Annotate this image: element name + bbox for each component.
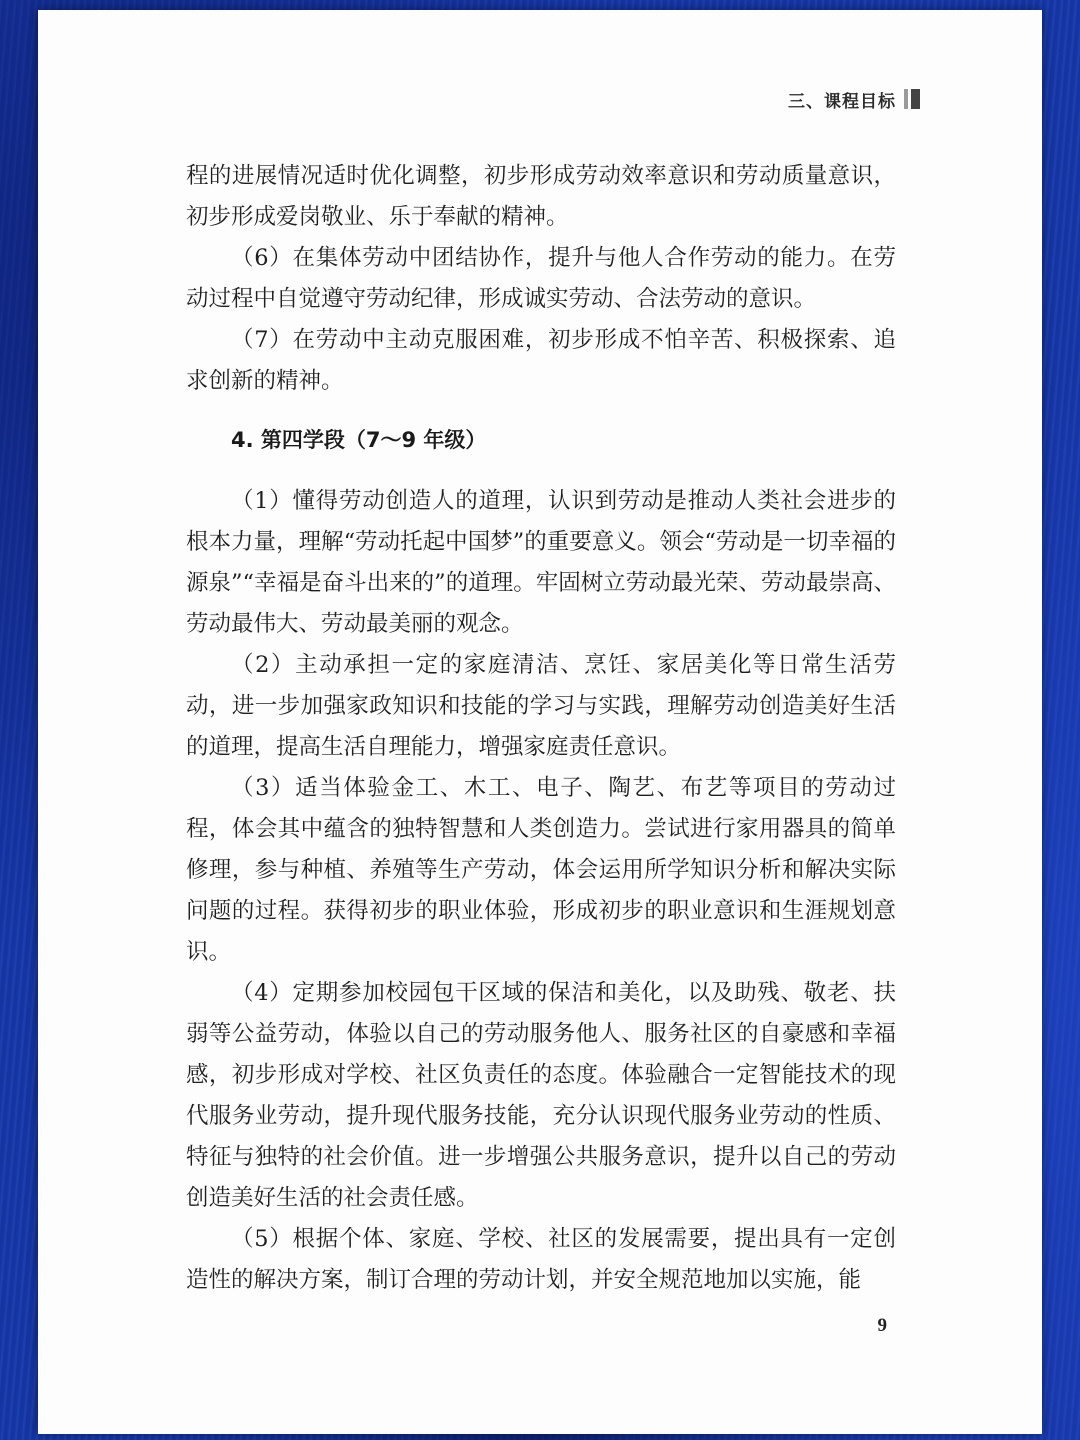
running-header: [788, 86, 920, 112]
section-item-3: （3）适当体验金工、木工、电子、陶艺、布艺等项目的劳动过程，体会其中蕴含的独特智慧和人类创造力。尝试进行家用器具的简单修理，参与种植、养殖等生产劳动，体会运用所学知识分析和解决实际问题的过程。获得初步的职业体验，形成初步的职业意识和生涯规划意识。: [186, 775, 896, 965]
header-bar-thick: [911, 89, 920, 109]
paragraph-continued: 程的进展情况适时优化调整，初步形成劳动效率意识和劳动质量意识，初步形成爱岗敬业、乐于奉献的精神。: [186, 163, 896, 230]
header-bar-thin: [904, 89, 908, 109]
header-bar-ornament: [904, 89, 920, 109]
section-heading: 4. 第四学段（7～9 年级）: [231, 428, 487, 452]
book-page: [38, 10, 1042, 1434]
section-item-1: （1）懂得劳动创造人的道理，认识到劳动是推动人类社会进步的根本力量，理解“劳动托起中国梦”的重要意义。领会“劳动是一切幸福的源泉”“幸福是奋斗出来的”的道理。牢固树立劳动最光荣、劳动最崇高、劳动最伟大、劳动最美丽的观念。: [186, 488, 896, 637]
paragraph-item-7: （7）在劳动中主动克服困难，初步形成不怕辛苦、积极探索、追求创新的精神。: [186, 327, 896, 394]
page-body: [186, 156, 896, 1301]
section-item-5: （5）根据个体、家庭、学校、社区的发展需要，提出具有一定创造性的解决方案，制订合理的劳动计划，并安全规范地加以实施，能: [186, 1226, 896, 1293]
section-item-4: （4）定期参加校园包干区域的保洁和美化，以及助残、敬老、扶弱等公益劳动，体验以自己的劳动服务他人、服务社区的自豪感和幸福感，初步形成对学校、社区负责任的态度。体验融合一定智能技术的现代服务业劳动，提升现代服务技能，充分认识现代服务业劳动的性质、特征与独特的社会价值。进一步增强公共服务意识，提升以自己的劳动创造美好生活的社会责任感。: [186, 980, 896, 1211]
running-header-title: 三、课程目标: [788, 91, 896, 112]
paragraph-item-6: （6）在集体劳动中团结协作，提升与他人合作劳动的能力。在劳动过程中自觉遵守劳动纪律，形成诚实劳动、合法劳动的意识。: [186, 245, 896, 312]
section-item-2: （2）主动承担一定的家庭清洁、烹饪、家居美化等日常生活劳动，进一步加强家政知识和技能的学习与实践，理解劳动创造美好生活的道理，提高生活自理能力，增强家庭责任意识。: [186, 652, 896, 760]
page-number: 9: [877, 1315, 887, 1336]
